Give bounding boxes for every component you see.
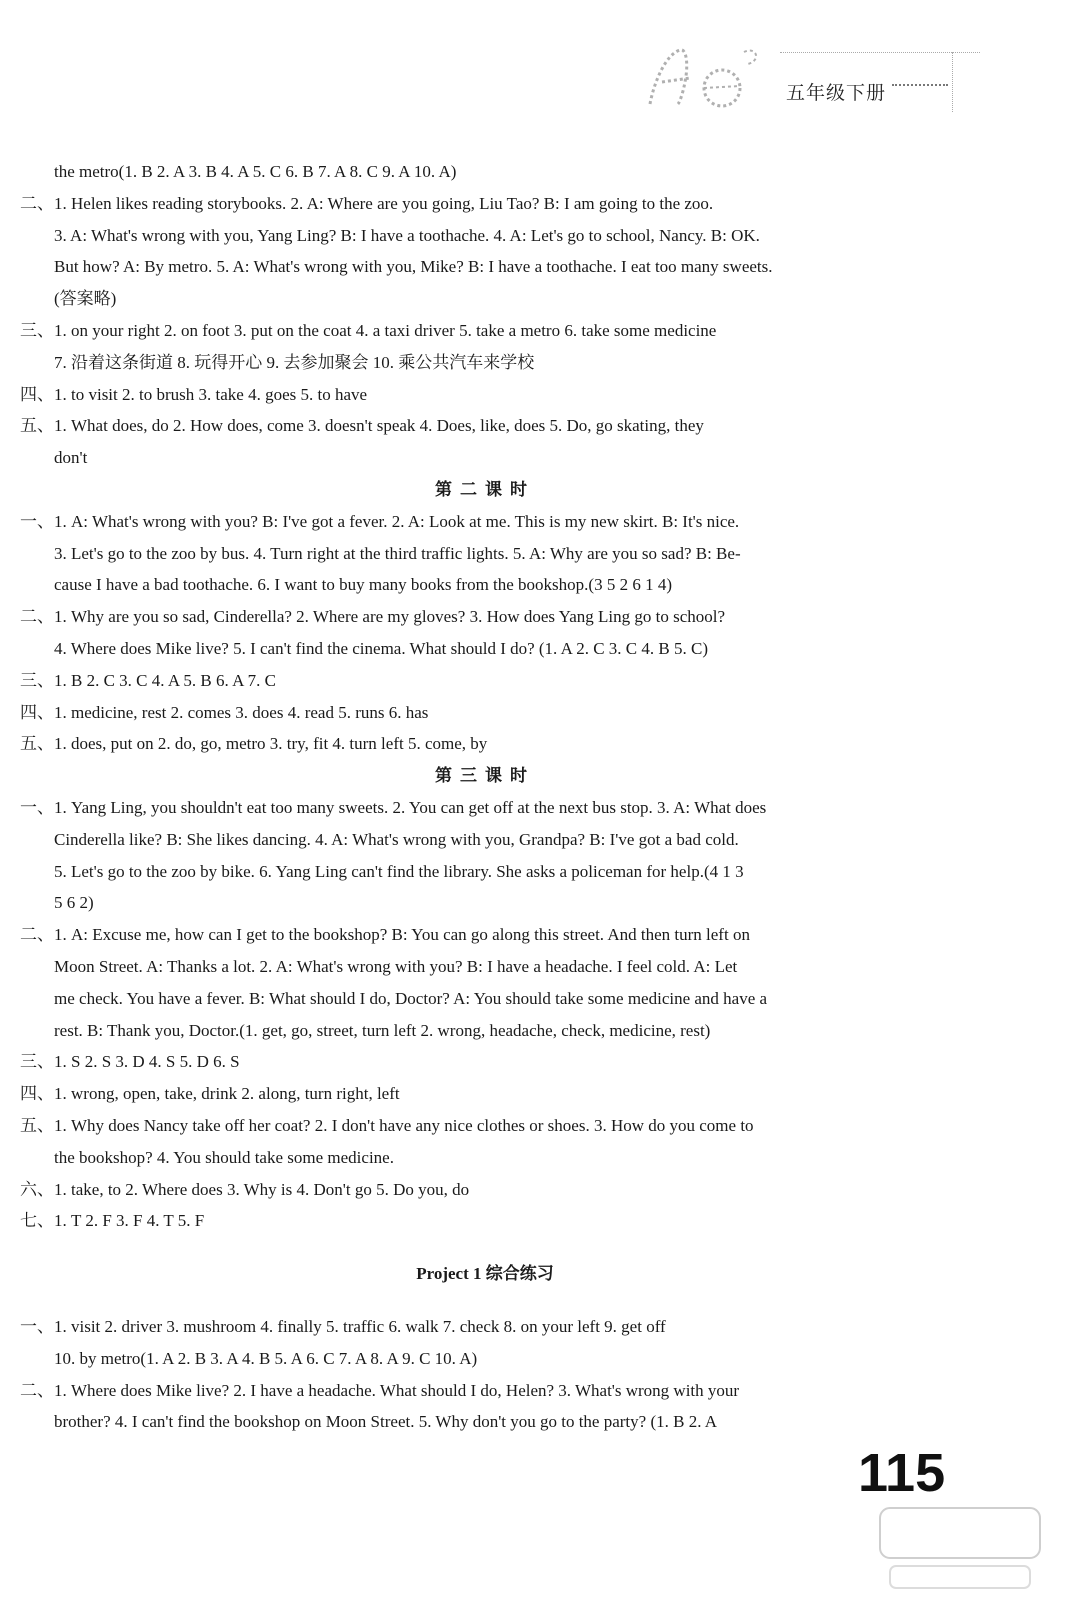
answer-line: Moon Street. A: Thanks a lot. 2. A: What's wrong with you? B: I have a headache. I feel cold. A: Let [54, 956, 738, 976]
answer-line: don't [54, 448, 88, 468]
header-rule [780, 52, 980, 53]
answer-line: 六、1. take, to 2. Where does 3. Why is 4. Don't go 5. Do you, do [20, 1179, 470, 1199]
answer-line: 10. by metro(1. A 2. B 3. A 4. B 5. A 6. C 7. A 8. A 9. C 10. A) [54, 1348, 478, 1368]
answer-line: 五、1. What does, do 2. How does, come 3. doesn't speak 4. Does, like, does 5. Do, go skating, they [20, 416, 704, 436]
grade-label: 五年级下册 [786, 82, 887, 104]
answer-line: 4. Where does Mike live? 5. I can't find the cinema. What should I do? (1. A 2. C 3. C 4. B 5. C) [54, 638, 708, 658]
page-header [640, 42, 960, 112]
answer-line: 三、1. on your right 2. on foot 3. put on the coat 4. a taxi driver 5. take a metro 6. take some medicine [20, 320, 717, 340]
answer-line: (答案略) [54, 289, 117, 309]
lesson-heading: 第三课时 [435, 766, 535, 786]
lesson-heading: 第二课时 [435, 479, 535, 499]
answer-line: 四、1. to visit 2. to brush 3. take 4. goes 5. to have [20, 384, 368, 404]
answer-line: But how? A: By metro. 5. A: What's wrong with you, Mike? B: I have a toothache. I eat too many sweets. [54, 257, 773, 277]
answer-content [20, 156, 950, 1438]
answer-line: 三、1. B 2. C 3. C 4. A 5. B 6. A 7. C [20, 670, 276, 690]
answer-line: 五、1. Why does Nancy take off her coat? 2. I don't have any nice clothes or shoes. 3. How do you come to [20, 1115, 754, 1135]
answer-line: 七、1. T 2. F 3. F 4. T 5. F [20, 1211, 205, 1231]
answer-line: 四、1. medicine, rest 2. comes 3. does 4. read 5. runs 6. has [20, 702, 429, 722]
answer-line: the bookshop? 4. You should take some medicine. [54, 1147, 394, 1167]
answer-line: 四、1. wrong, open, take, drink 2. along, turn right, left [20, 1084, 400, 1104]
answer-line: 一、1. Yang Ling, you shouldn't eat too many sweets. 2. You can get off at the next bus stop. 3. A: What does [20, 797, 767, 817]
answer-line: 3. A: What's wrong with you, Yang Ling? B: I have a toothache. 4. A: Let's go to school, Nancy. B: OK. [54, 225, 760, 245]
answer-line: 一、1. A: What's wrong with you? B: I've got a fever. 2. A: Look at me. This is my new skirt. B: It's nice. [20, 511, 740, 531]
answer-line: rest. B: Thank you, Doctor.(1. get, go, street, turn left 2. wrong, headache, check, medicine, rest) [54, 1020, 711, 1040]
answer-line: 二、1. Why are you so sad, Cinderella? 2. Where are my gloves? 3. How does Yang Ling go to school? [20, 607, 726, 627]
answer-line: 五、1. does, put on 2. do, go, metro 3. try, fit 4. turn left 5. come, by [20, 734, 488, 754]
answer-line: cause I have a bad toothache. 6. I want to buy many books from the bookshop.(3 5 2 6 1 4) [54, 575, 672, 595]
project-heading: Project 1 综合练习 [416, 1264, 554, 1284]
answer-line: me check. You have a fever. B: What should I do, Doctor? A: You should take some medicine and have a [54, 988, 768, 1008]
answer-line: 三、1. S 2. S 3. D 4. S 5. D 6. S [20, 1052, 240, 1072]
page-number: 115 [858, 1443, 946, 1503]
logo-icon [640, 42, 780, 112]
answer-line: 一、1. visit 2. driver 3. mushroom 4. finally 5. traffic 6. walk 7. check 8. on your left 9. get off [20, 1317, 666, 1337]
answer-line: 二、1. Where does Mike live? 2. I have a headache. What should I do, Helen? 3. What's wrong with your [20, 1380, 740, 1400]
header-dots [892, 84, 948, 86]
answer-line: 7. 沿着这条街道 8. 玩得开心 9. 去参加聚会 10. 乘公共汽车来学校 [54, 352, 535, 372]
answer-line: Cinderella like? B: She likes dancing. 4. A: What's wrong with you, Grandpa? B: I've got a bad cold. [54, 829, 739, 849]
answer-line: the metro(1. B 2. A 3. B 4. A 5. C 6. B 7. A 8. C 9. A 10. A) [54, 162, 457, 181]
answer-line: 3. Let's go to the zoo by bus. 4. Turn right at the third traffic lights. 5. A: Why are you so sad? B: Be- [54, 543, 741, 563]
header-corner-rule [952, 52, 953, 112]
answer-line: brother? 4. I can't find the bookshop on Moon Street. 5. Why don't you go to the party? (1. B 2. A [54, 1412, 718, 1432]
answer-line: 5 6 2) [54, 893, 94, 913]
watermark-logo [870, 1500, 1050, 1600]
answer-line: 二、1. A: Excuse me, how can I get to the bookshop? B: You can go along this street. And then turn left on [20, 925, 750, 945]
answer-line: 5. Let's go to the zoo by bike. 6. Yang Ling can't find the library. She asks a policeman for help.(4 1 3 [54, 861, 744, 881]
answer-line: 二、1. Helen likes reading storybooks. 2. A: Where are you going, Liu Tao? B: I am going to the zoo. [20, 193, 714, 213]
